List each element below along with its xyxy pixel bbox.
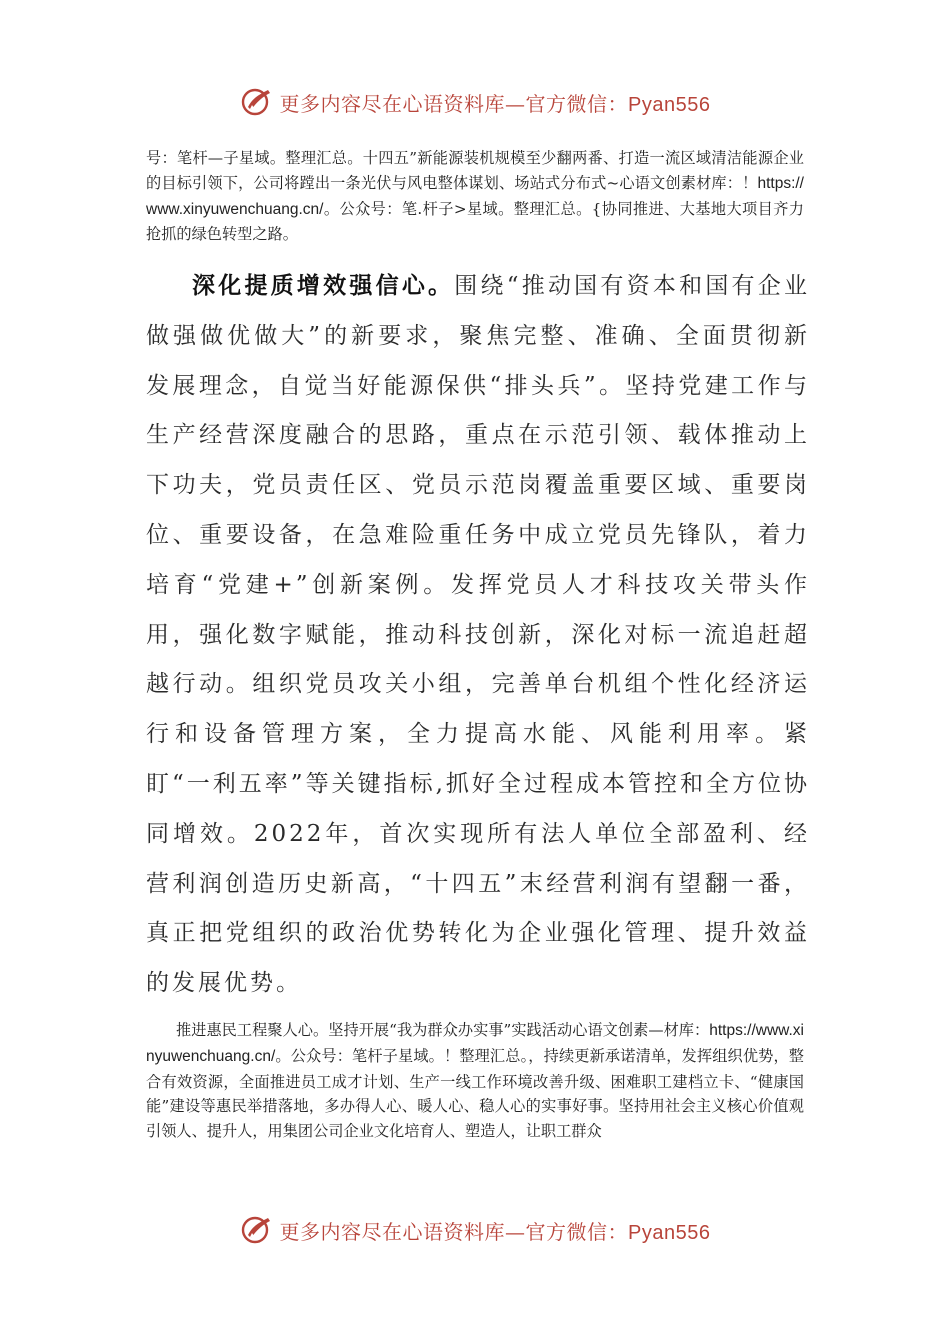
footer-banner: [0, 1210, 950, 1250]
paragraph-lead-heading: 深化提质增效强信心。: [192, 273, 455, 299]
bottom-url-link: https://www.xinyuwenchuang.cn/: [146, 1022, 804, 1065]
banner-text: 更多内容尽在心语资料库—官方微信：Pyan556: [279, 1219, 711, 1244]
main-paragraph-body: 围绕“推动国有资本和国有企业做强做优做大”的新要求，聚焦完整、准确、全面贯彻新发展理念，自觉当好能源保供“排头兵”。坚持党建工作与生产经营深度融合的思路，重点在示范引领、载体推动上下功夫，党员责任区、党员示范岗覆盖重要区域、重要岗位、重要设备，在急难险重任务中成立党员先锋队，着力培育“党建+”创新案例。发挥党员人才科技攻关带头作用，强化数字赋能，推动科技创新，深化对标一流追赶超越行动。组织党员攻关小组，完善单台机组个性化经济运行和设备管理方案，全力提高水能、风能利用率。紧盯“一利五率”等关键指标,抓好全过程成本管控和全方位协同增效。2022年，首次实现所有法人单位全部盈利、经营利润创造历史新高，“十四五”末经营利润有望翻一番，真正把党组织的政治优势转化为企业强化管理、提升效益的发展优势。: [146, 273, 810, 997]
pen-logo-icon: [240, 1213, 274, 1247]
top-paragraph: 号：笔杆—子星域。整理汇总。十四五”新能源装机规模至少翻两番、打造一流区域清洁能源企业的目标引领下，公司将蹚出一条光伏与风电整体谋划、场站式分布式~心语文创素材库：！https://www.xinyuwenchuang.cn/。公众号：笔.杆子>星域。整理汇总。{协同推进、大基地大项目齐力抢抓的绿色转型之路。: [146, 149, 804, 244]
header-banner: [0, 82, 950, 122]
main-text-block: [146, 262, 810, 1009]
top-url-link: https://www.xinyuwenchuang.cn/: [146, 174, 804, 218]
pen-logo-icon: [240, 85, 274, 119]
bottom-text-block: [146, 1018, 804, 1144]
top-text-block: [146, 146, 804, 247]
bottom-paragraph: 推进惠民工程聚人心。坚持开展“我为群众办实事”实践活动心语文创素—材库：https://www.xinyuwenchuang.cn/。公众号：笔杆子星域。！整理汇总。，持续更新承诺清单，发挥组织优势，整合有效资源，全面推进员工成才计划、生产一线工作环境改善升级、困难职工建档立卡、“健康国能”建设等惠民举措落地，多办得人心、暖人心、稳人心的实事好事。坚持用社会主义核心价值观引领人、提升人，用集团公司企业文化培育人、塑造人，让职工群众: [146, 1021, 804, 1141]
main-paragraph: [146, 262, 810, 1009]
banner-text: 更多内容尽在心语资料库—官方微信：Pyan556: [279, 91, 711, 116]
